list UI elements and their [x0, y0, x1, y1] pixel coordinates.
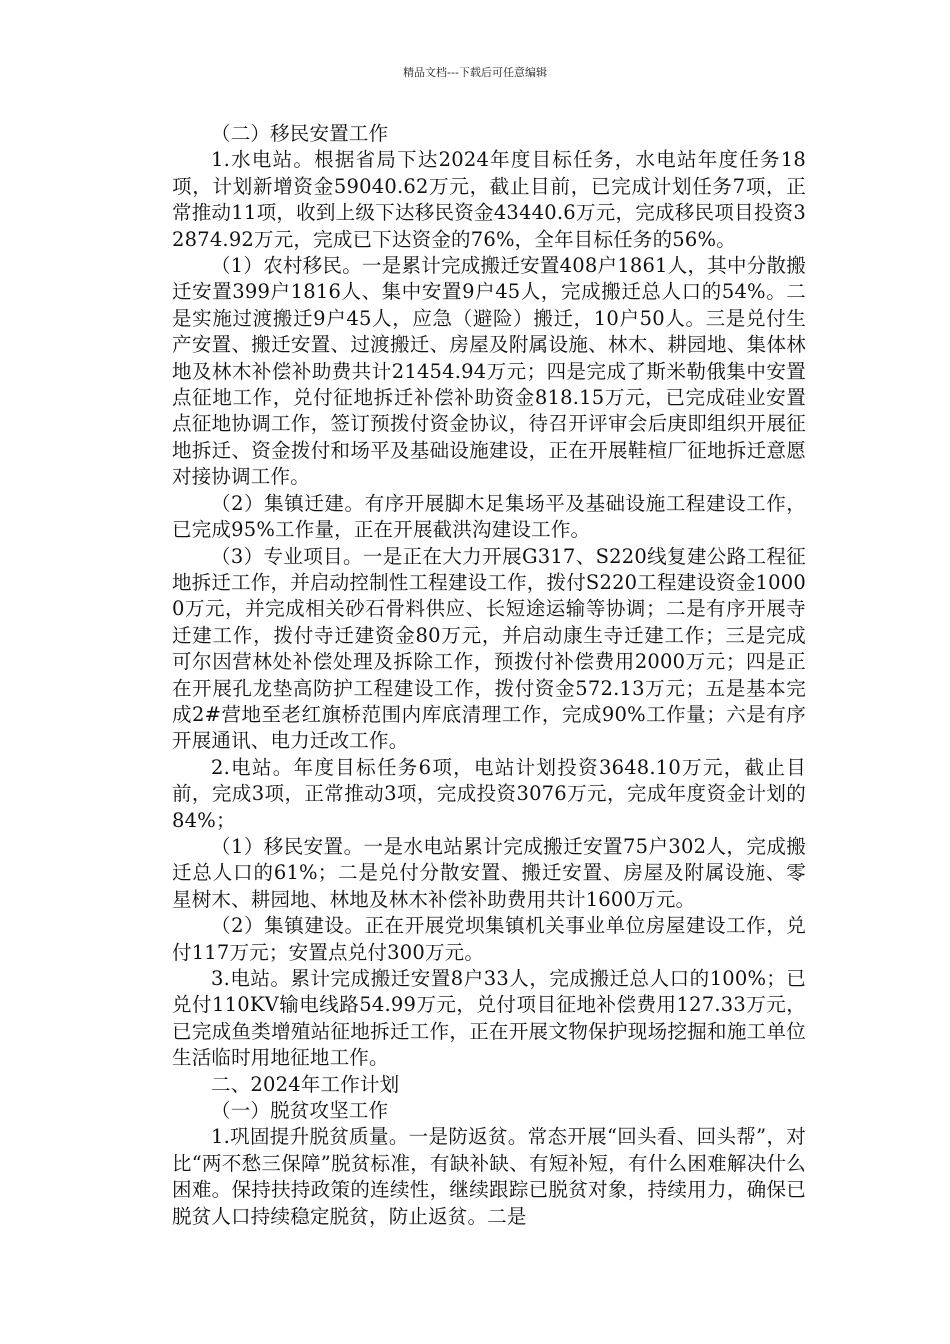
section-heading-resettlement: （二）移民安置工作: [211, 122, 389, 145]
paragraph-migrant-resettlement: （1）移民安置。一是水电站累计完成搬迁安置75户302人，完成搬迁总人口的61%；二是兑付分散安置、搬迁安置、房屋及附属设施、零星树木、耕园地、林地及林木补偿补助费用共计1600万元。: [172, 834, 806, 911]
section-heading-poverty-alleviation: （一）脱贫攻坚工作: [211, 1099, 389, 1123]
document-body: [172, 121, 806, 1230]
paragraph-town-relocation: （2）集镇迁建。有序开展脚木足集场平及基础设施工程建设工作，已完成95%工作量，正在开展截洪沟建设工作。: [172, 491, 806, 542]
paragraph-rural-migration: （1）农村移民。一是累计完成搬迁安置408户1861人，其中分散搬迁安置399户1816人、集中安置9户45人，完成搬迁总人口的54%。二是实施过渡搬迁9户45人，应急（避险）搬迁，10户50人。三是兑付生产安置、搬迁安置、过渡搬迁、房屋及附属设施、林木、耕园地、集体林地及林木补偿补助费共计21454.94万元；四是完成了斯米勒俄集中安置点征地工作，兑付征地拆迁补偿补助资金818.15万元，已完成硅业安置点征地协调工作，签订预拨付资金协议，待召开评审会后庚即组织开展征地拆迁、资金拨付和场平及基础设施建设，正在开展鞋楦厂征地拆迁意愿对接协调工作。: [172, 254, 806, 489]
paragraph-hydropower-station: 1.水电站。根据省局下达2024年度目标任务，水电站年度任务18项，计划新增资金59040.62万元，截止目前，已完成计划任务7项，正常推动11项，收到上级下达移民资金43440.6万元，完成移民项目投资32874.92万元，完成已下达资金的76%，全年目标任务的56%。: [172, 148, 806, 251]
paragraph-town-construction: （2）集镇建设。正在开展党坝集镇机关事业单位房屋建设工作，兑付117万元；安置点兑付300万元。: [172, 914, 806, 964]
paragraph-special-projects: （3）专业项目。一是正在大力开展G317、S220线复建公路工程征地拆迁工作，并启动控制性工程建设工作，拨付S220工程建设资金10000万元，并完成相关砂石骨料供应、长短途运输等协调；二是有序开展寺迁建工作，拨付寺迁建资金80万元，并启动康生寺迁建工作；三是完成可尔因营林处补偿处理及拆除工作，预拨付补偿费用2000万元；四是正在开展孔龙垫高防护工程建设工作，拨付资金572.13万元；五是基本完成2#营地至老红旗桥范围内库底清理工作，完成90%工作量；六是有序开展通讯、电力迁改工作。: [172, 544, 806, 753]
paragraph-power-station-2: 2.电站。年度目标任务6项，电站计划投资3648.10万元，截止目前，完成3项，正常推动3项，完成投资3076万元，完成年度资金计划的84%；: [172, 755, 806, 832]
page-header: 精品文档---下载后可任意编辑: [403, 66, 547, 79]
paragraph-consolidate-quality: 1.巩固提升脱贫质量。一是防返贫。常态开展“回头看、回头帮”，对比“两不愁三保障”脱贫标准，有缺补缺、有短补短，有什么困难解决什么困难。保持扶持政策的连续性，继续跟踪已脱贫对象，持续用力，确保已脱贫人口持续稳定脱贫，防止返贫。二是: [172, 1125, 806, 1228]
section-heading-work-plan: 二、2024年工作计划: [211, 1072, 400, 1096]
paragraph-power-station-3: 3.电站。累计完成搬迁安置8户33人，完成搬迁总人口的100%；已兑付110KV输电线路54.99万元，兑付项目征地补偿费用127.33万元，已完成鱼类增殖站征地拆迁工作，正在开展文物保护现场挖掘和施工单位生活临时用地征地工作。: [172, 967, 806, 1070]
